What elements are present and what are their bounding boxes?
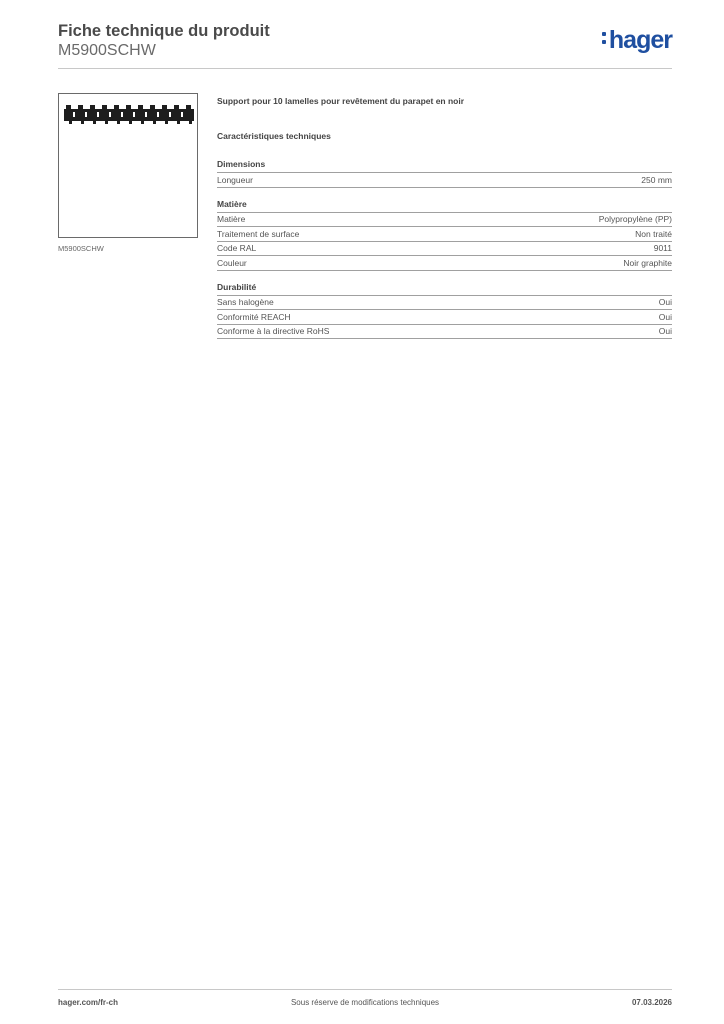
spec-label: Conforme à la directive RoHS [217,326,330,336]
footer-date: 07.03.2026 [631,998,672,1007]
logo-dots-icon [602,30,607,46]
spec-value: Oui [658,297,672,307]
spec-value: 250 mm [641,174,672,185]
product-code: M5900SCHW [58,42,156,59]
spec-label: Longueur [217,174,253,185]
header-divider [58,68,672,69]
spec-label: Sans halogène [217,297,274,307]
spec-row [217,325,672,340]
spec-label: Code RAL [217,243,257,253]
spec-row [217,296,672,311]
page-header [58,22,672,60]
spec-value: Polypropylène (PP) [598,214,672,224]
spec-value: Oui [658,311,672,322]
product-description: Support pour 10 lamelles pour revêtement du parapet en noir [217,96,465,106]
spec-label: Conformité REACH [217,311,291,322]
spec-group-material [217,199,672,271]
hager-logo[interactable] [602,26,672,54]
specifications [217,96,672,350]
spec-group-title: Dimensions [217,159,672,173]
spec-label: Matière [217,214,246,224]
spec-row [217,213,672,228]
characteristics-heading: Caractéristiques techniques [217,131,331,141]
spec-row [217,173,672,188]
spec-group-dimensions [217,159,672,188]
image-caption: M5900SCHW [58,244,104,253]
product-image [58,93,198,238]
spec-row [217,310,672,325]
spec-group-title: Durabilité [217,282,672,296]
spec-row [217,242,672,257]
spec-value: 9011 [653,243,672,253]
spec-group-durability [217,282,672,340]
spec-label: Traitement de surface [217,228,300,239]
footer-disclaimer: Sous réserve de modifications techniques [290,998,440,1007]
footer-divider [58,989,672,990]
slat-support-comb-icon [64,102,194,126]
spec-row [217,227,672,242]
document-title: Fiche technique du produit [58,22,270,40]
spec-group-title: Matière [217,199,672,213]
footer-website-link[interactable]: hager.com/fr-ch [58,998,119,1007]
spec-value: Noir graphite [623,257,672,268]
spec-value: Non traité [635,228,672,239]
spec-row [217,256,672,271]
logo-text: hager [608,26,672,54]
spec-value: Oui [658,326,672,336]
spec-label: Couleur [217,257,247,268]
